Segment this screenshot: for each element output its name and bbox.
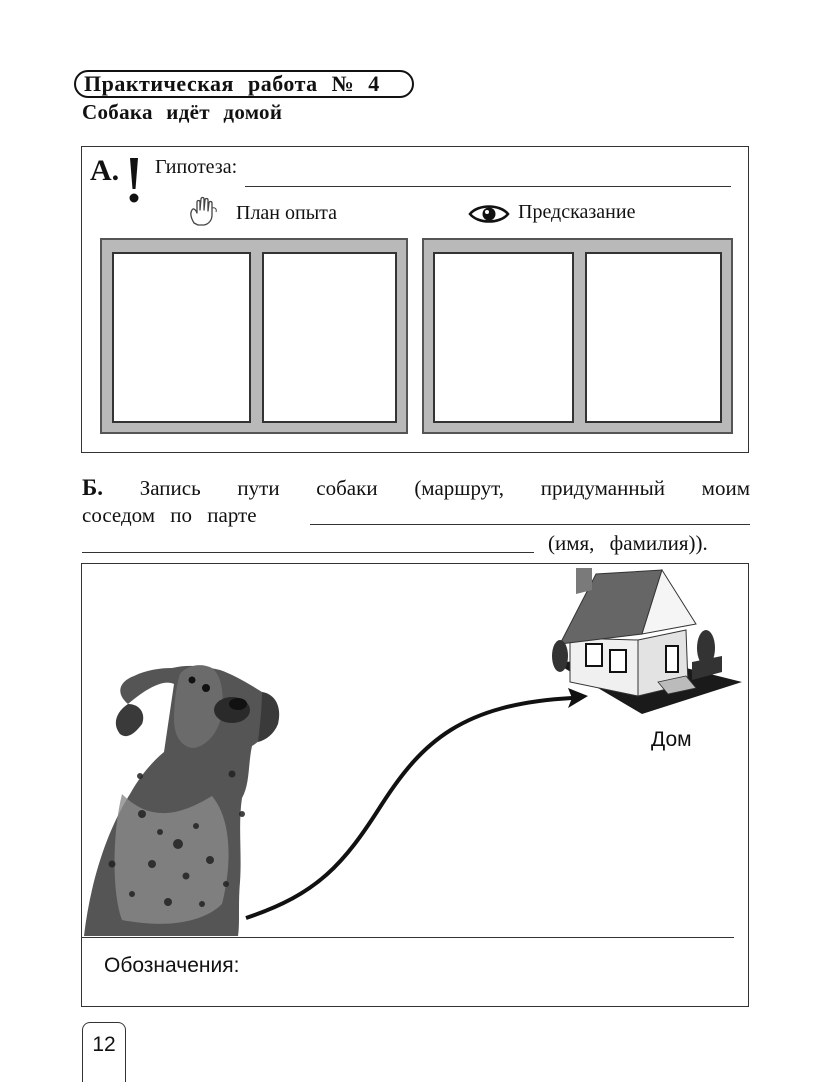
page-number: 12 <box>92 1033 116 1056</box>
plan-cell-1[interactable] <box>112 252 251 423</box>
section-b-heading <box>82 474 750 502</box>
section-b-text-line1: Запись пути собаки (маршрут, придуманный моим <box>139 476 750 500</box>
work-subtitle: Собака идёт домой <box>82 100 283 124</box>
work-title: Практическая работа № 4 <box>74 70 414 98</box>
route-illustration <box>82 564 748 1006</box>
section-b-text-line3: (имя, фамилия)). <box>548 531 708 555</box>
house-image <box>552 568 742 714</box>
prediction-cell-1[interactable] <box>433 252 574 423</box>
hypothesis-label: Гипотеза: <box>155 156 238 178</box>
plan-label: План опыта <box>236 202 338 224</box>
section-b-letter: Б. <box>82 475 103 500</box>
hypothesis-answer-line[interactable] <box>245 186 731 187</box>
eye-icon <box>468 202 510 226</box>
prediction-label: Предсказание <box>518 201 636 223</box>
exclamation-icon <box>128 156 140 204</box>
prediction-cell-2[interactable] <box>585 252 722 423</box>
section-a-letter: А. <box>90 154 120 187</box>
legend-label: Обозначения: <box>104 954 240 977</box>
section-b-text-line2: соседом по парте <box>82 503 257 527</box>
house-label: Дом <box>651 728 692 751</box>
hand-icon <box>188 196 222 228</box>
neighbor-name-line-2[interactable] <box>82 552 534 553</box>
neighbor-name-line-1[interactable] <box>310 524 750 525</box>
plan-cell-2[interactable] <box>262 252 397 423</box>
route-arrow <box>246 698 572 918</box>
dog-image <box>84 665 279 936</box>
legend-divider <box>82 937 734 938</box>
